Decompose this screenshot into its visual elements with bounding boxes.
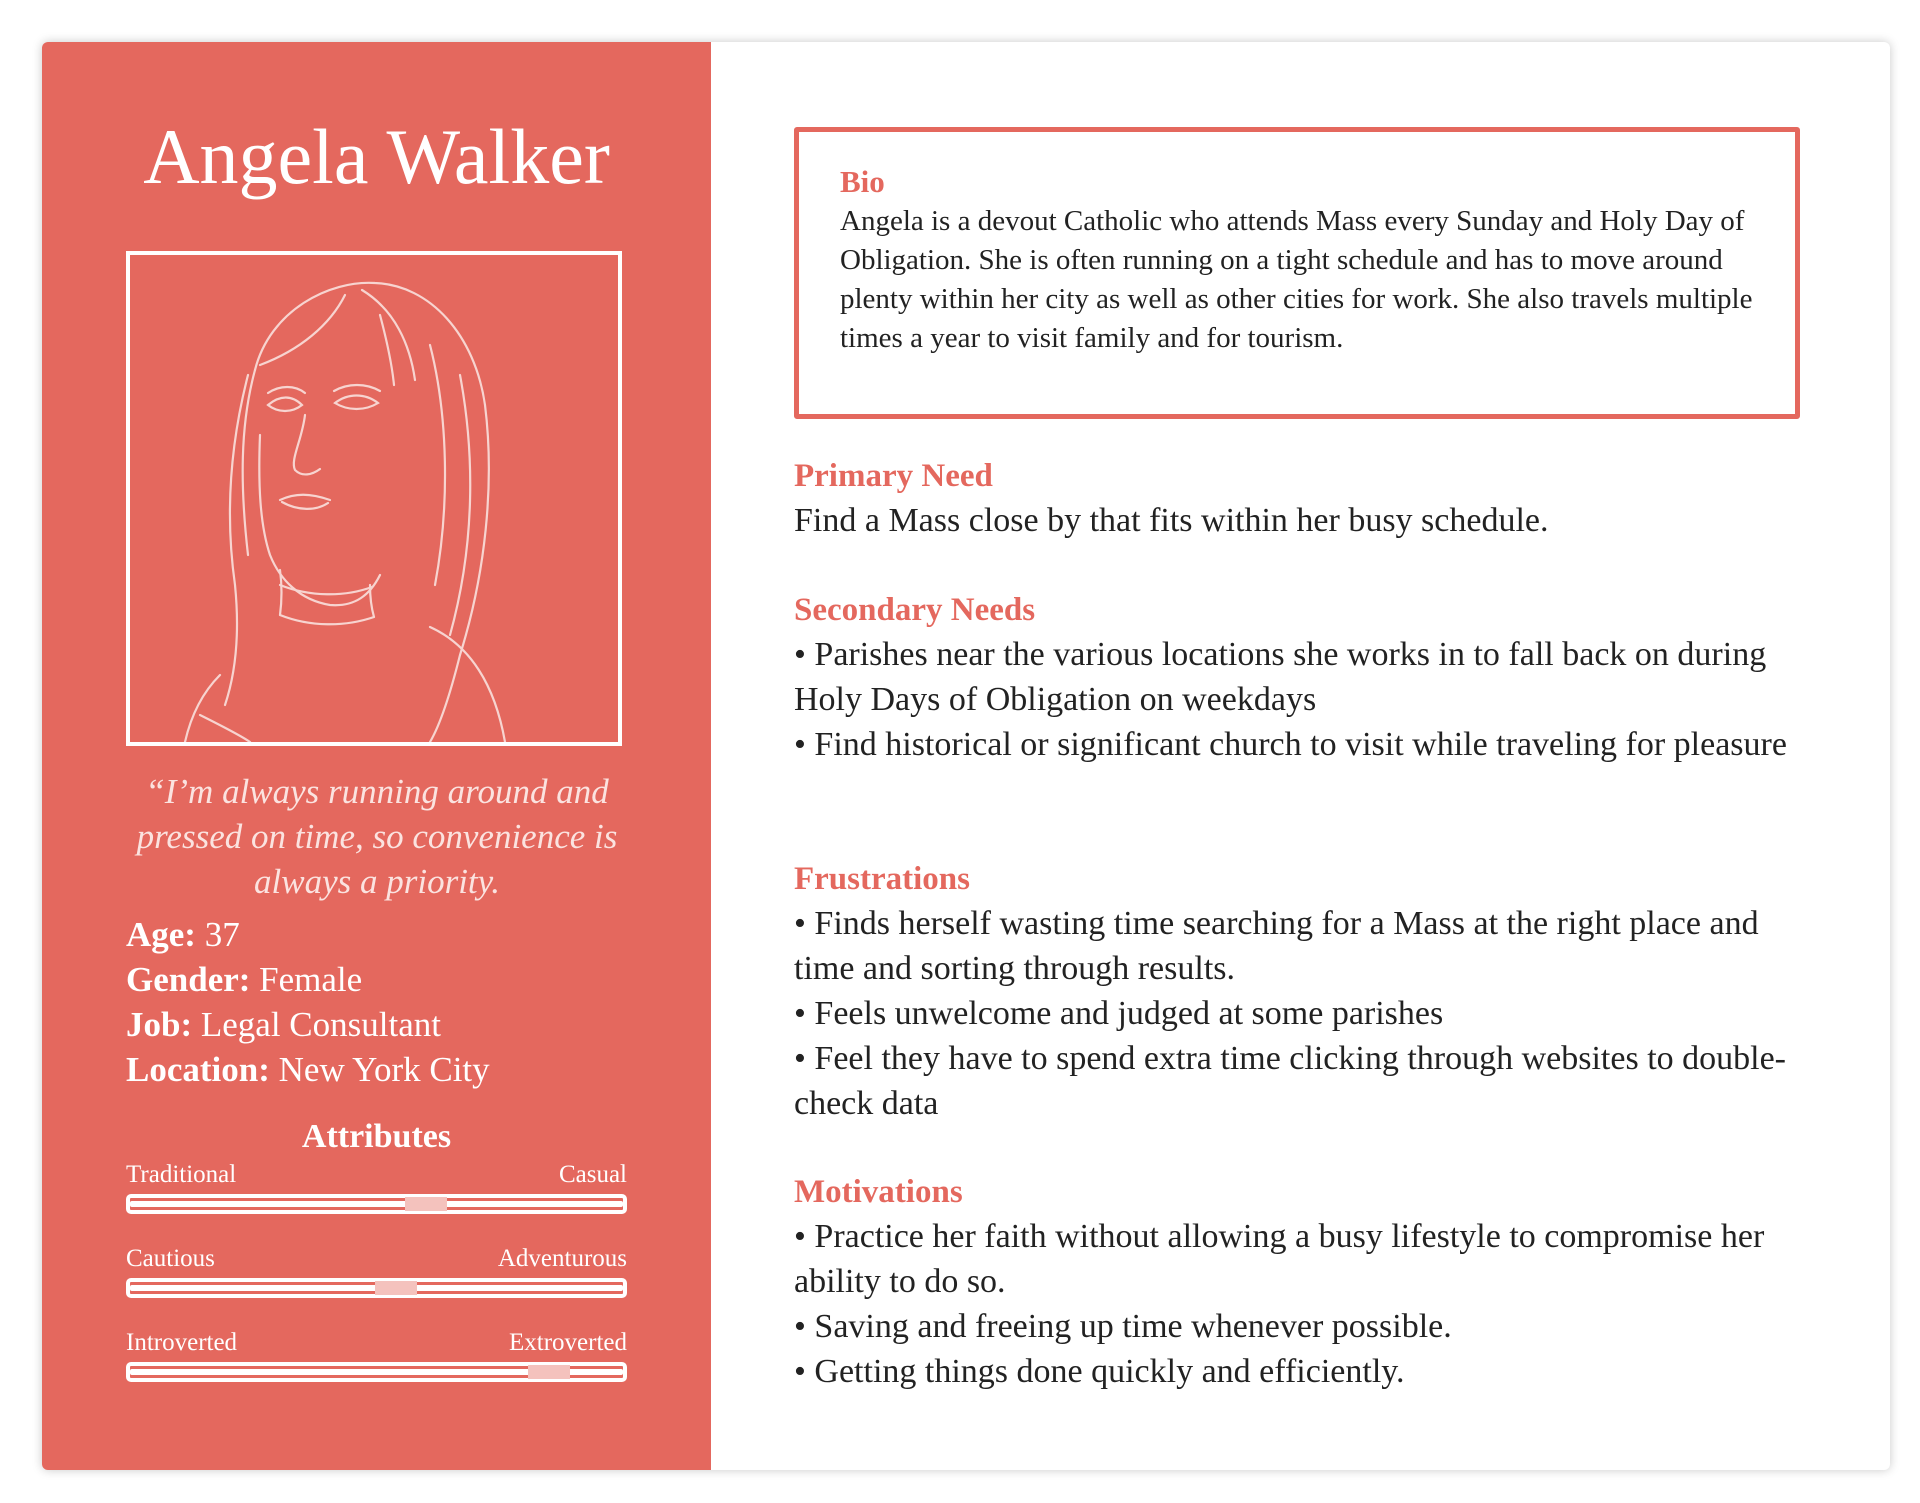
- fact-value: Legal Consultant: [192, 1005, 441, 1044]
- attribute-right-label: Casual: [558, 1161, 627, 1188]
- attribute-marker: [375, 1281, 417, 1295]
- fact-value: Female: [250, 960, 363, 999]
- bio-box: [794, 127, 1800, 419]
- bio-text: Angela is a devout Catholic who attends Mass every Sunday and Holy Day of Obligation. She is often running on a tight schedule and has to move around plenty within her city as well as other cities for work. She also travels multiple times a year to visit family and for tourism.: [840, 205, 1753, 354]
- secondary-needs-section: [794, 588, 1814, 767]
- persona-facts: [126, 912, 490, 1092]
- fact-location: [126, 1047, 490, 1092]
- section-line: • Find historical or significant church to visit while traveling for pleasure: [794, 726, 1787, 763]
- section-heading: Primary Need: [794, 458, 993, 494]
- fact-gender: [126, 957, 490, 1002]
- fact-job: [126, 1002, 490, 1047]
- attribute-scale: [126, 1362, 627, 1382]
- section-line: • Getting things done quickly and efficiently.: [794, 1353, 1405, 1390]
- attribute-traditional-casual: [126, 1160, 627, 1220]
- fact-value: New York City: [269, 1050, 490, 1089]
- section-line: • Finds herself wasting time searching for a Mass at the right place and time and sorting through results.: [794, 905, 1759, 987]
- attributes-title: Attributes: [301, 1118, 452, 1155]
- fact-label: Job:: [126, 1005, 193, 1044]
- attribute-cautious-adventurous: [126, 1244, 627, 1304]
- attribute-right-label: Extroverted: [508, 1329, 627, 1356]
- persona-name: Angela Walker: [143, 113, 610, 200]
- persona-quote: “I’m always running around and pressed on time, so convenience is always a priority.: [136, 772, 618, 901]
- section-line: Find a Mass close by that fits within her busy schedule.: [794, 502, 1549, 539]
- bio-heading: Bio: [840, 164, 885, 199]
- section-line: • Feel they have to spend extra time clicking through websites to double-check data: [794, 1040, 1786, 1122]
- portrait-sketch: [126, 251, 622, 746]
- attribute-marker: [405, 1197, 447, 1211]
- section-line: • Practice her faith without allowing a busy lifestyle to compromise her ability to do so.: [794, 1218, 1765, 1300]
- fact-label: Location:: [126, 1050, 270, 1089]
- attribute-marker: [528, 1365, 570, 1379]
- fact-age: [126, 912, 490, 957]
- attribute-left-label: Traditional: [126, 1161, 237, 1188]
- motivations-section: [794, 1170, 1814, 1394]
- primary-need-section: [794, 454, 1814, 543]
- attribute-scale-bar: [130, 1201, 623, 1207]
- attribute-scale: [126, 1194, 627, 1214]
- attribute-right-label: Adventurous: [497, 1245, 627, 1272]
- persona-panel: [42, 42, 711, 1470]
- section-heading: Motivations: [794, 1174, 963, 1210]
- attribute-introverted-extroverted: [126, 1328, 627, 1388]
- section-line: • Saving and freeing up time whenever possible.: [794, 1308, 1452, 1345]
- frustrations-section: [794, 857, 1814, 1126]
- section-heading: Secondary Needs: [794, 592, 1036, 628]
- fact-label: Age:: [126, 915, 196, 954]
- attribute-left-label: Introverted: [126, 1329, 238, 1356]
- section-line: • Parishes near the various locations she works in to fall back on during Holy Days of Obligation on weekdays: [794, 636, 1767, 718]
- section-heading: Frustrations: [794, 861, 970, 897]
- fact-value: 37: [195, 915, 240, 954]
- attribute-scale: [126, 1278, 627, 1298]
- attribute-left-label: Cautious: [126, 1245, 215, 1272]
- persona-card: [42, 42, 1890, 1470]
- fact-label: Gender:: [126, 960, 251, 999]
- section-line: • Feels unwelcome and judged at some parishes: [794, 995, 1444, 1032]
